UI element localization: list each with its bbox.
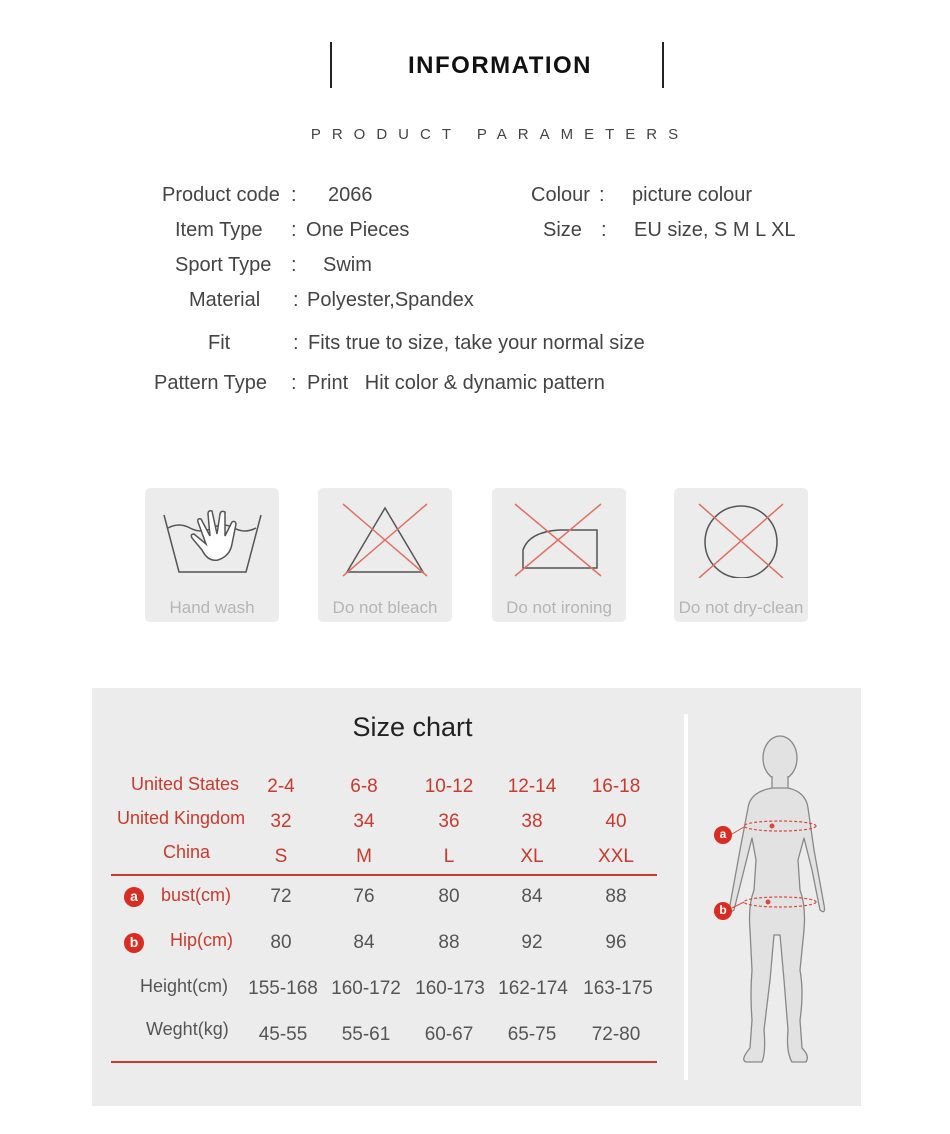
cell-us: 16-18 (591, 776, 641, 797)
cell-china: L (443, 846, 455, 867)
care-card-no-iron (492, 488, 626, 622)
row-label-uk: United Kingdom (117, 808, 246, 828)
hand-wash-icon (162, 500, 262, 578)
chart-divider-top (111, 874, 657, 876)
care-card-hand-wash (145, 488, 279, 622)
no-dry-clean-icon (691, 500, 791, 578)
figure-marker-b: b (714, 902, 732, 920)
cell-bust: 80 (438, 886, 460, 907)
badge-b: b (124, 933, 144, 953)
care-card-no-bleach (318, 488, 452, 622)
care-label: Do not bleach (332, 598, 438, 617)
header-divider-left (330, 42, 332, 88)
param-value-item-type: One Pieces (306, 219, 410, 241)
cell-weight: 65-75 (507, 1024, 557, 1045)
cell-uk: 34 (353, 811, 375, 832)
row-label-hip: Hip(cm) (170, 930, 233, 950)
param-value-fit: Fits true to size, take your normal size (308, 332, 645, 354)
param-label-sport-type: Sport Type (175, 254, 272, 276)
param-label-size: Size (543, 219, 582, 241)
no-bleach-icon (335, 500, 435, 578)
cell-bust: 84 (521, 886, 543, 907)
cell-china: XL (520, 846, 544, 867)
param-sep: : (293, 332, 299, 354)
row-label-us: United States (131, 774, 240, 794)
cell-us: 10-12 (424, 776, 474, 797)
param-label-item-type: Item Type (175, 219, 263, 241)
cell-weight: 60-67 (424, 1024, 474, 1045)
cell-hip: 92 (521, 932, 543, 953)
badge-a: a (124, 887, 144, 907)
section-subtitle: PRODUCT PARAMETERS (310, 126, 690, 143)
cell-hip: 88 (438, 932, 460, 953)
size-chart-title: Size chart (352, 712, 473, 742)
figure-divider (684, 714, 688, 1080)
page-title: INFORMATION (407, 52, 593, 79)
param-value-pattern-type: Print Hit color & dynamic pattern (307, 372, 605, 394)
param-value-material: Polyester,Spandex (307, 289, 474, 311)
chart-divider-bottom (111, 1061, 657, 1063)
param-sep: : (291, 219, 297, 241)
cell-uk: 36 (438, 811, 460, 832)
care-card-no-dry-clean (674, 488, 808, 622)
param-sep: : (291, 372, 297, 394)
param-value-colour: picture colour (632, 184, 753, 206)
cell-hip: 96 (605, 932, 627, 953)
param-sep: : (599, 184, 605, 206)
cell-weight: 55-61 (341, 1024, 391, 1045)
cell-china: M (356, 846, 372, 867)
param-value-sport-type: Swim (323, 254, 372, 276)
care-label: Do not ironing (506, 598, 612, 617)
cell-us: 6-8 (350, 776, 378, 797)
param-value-product-code: 2066 (328, 184, 373, 206)
param-label-pattern-type: Pattern Type (154, 372, 268, 394)
cell-weight: 72-80 (591, 1024, 641, 1045)
row-label-weight: Weght(kg) (146, 1019, 229, 1039)
cell-height: 163-175 (583, 978, 653, 999)
figure-marker-a: a (714, 826, 732, 844)
cell-us: 12-14 (507, 776, 557, 797)
cell-china: XXL (598, 846, 634, 867)
cell-bust: 72 (270, 886, 292, 907)
cell-height: 160-173 (415, 978, 485, 999)
cell-weight: 45-55 (258, 1024, 308, 1045)
param-sep: : (293, 289, 299, 311)
cell-uk: 32 (270, 811, 292, 832)
param-sep: : (291, 254, 297, 276)
cell-bust: 76 (353, 886, 375, 907)
param-sep: : (601, 219, 607, 241)
no-iron-icon (509, 500, 609, 578)
cell-height: 160-172 (331, 978, 401, 999)
row-label-bust: bust(cm) (161, 885, 232, 905)
cell-china: S (274, 846, 288, 867)
care-label: Hand wash (169, 598, 255, 617)
cell-height: 162-174 (498, 978, 568, 999)
param-sep: : (291, 184, 297, 206)
row-label-height: Height(cm) (140, 976, 229, 996)
cell-height: 155-168 (248, 978, 318, 999)
cell-hip: 80 (270, 932, 292, 953)
row-label-china: China (163, 842, 211, 862)
param-label-fit: Fit (208, 332, 231, 354)
cell-us: 2-4 (267, 776, 295, 797)
header-divider-right (662, 42, 664, 88)
cell-uk: 40 (605, 811, 627, 832)
cell-uk: 38 (521, 811, 543, 832)
cell-bust: 88 (605, 886, 627, 907)
param-value-size: EU size, S M L XL (634, 219, 796, 241)
param-label-material: Material (189, 289, 261, 311)
care-label: Do not dry-clean (678, 598, 804, 617)
param-label-colour: Colour (531, 184, 590, 206)
param-label-product-code: Product code (162, 184, 280, 206)
cell-hip: 84 (353, 932, 375, 953)
